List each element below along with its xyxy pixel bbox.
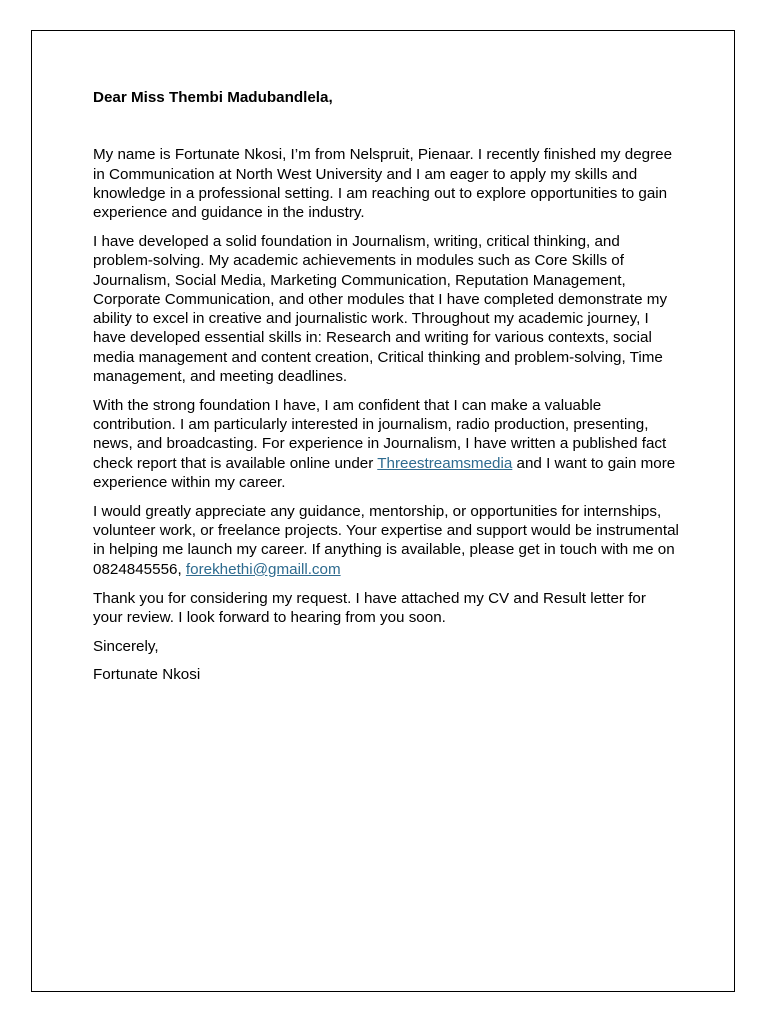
letter-body [93, 88, 679, 694]
signature: Fortunate Nkosi [93, 666, 201, 684]
threestreamsmedia-link[interactable]: Threestreamsmedia [377, 454, 513, 472]
paragraph-experience [93, 396, 679, 492]
paragraph-introduction: My name is Fortunate Nkosi, I’m from Nelspruit, Pienaar. I recently finished my degree in Communication at North West University and I am eager to apply my skills and knowledge in a professional setting. I am reaching out to explore opportunities to gain experience and guidance in the industry. [93, 146, 673, 222]
paragraph-experience-text-end: and I want to gain more experience within my career. [93, 454, 676, 492]
salutation: Dear Miss Thembi Madubandlela, [93, 89, 333, 106]
closing: Sincerely, [93, 637, 159, 655]
email-link[interactable]: forekhethi@gmaill.com [185, 560, 341, 578]
paragraph-experience-text: With the strong foundation I have, I am confident that I can make a valuable contribution. I am particularly interested in journalism, radio production, presenting, news, and broadcasting. For experience in Journalism, I have written a published fact check report that is available online under [93, 396, 667, 472]
document-page [31, 30, 735, 992]
paragraph-request [93, 502, 679, 579]
paragraph-skills: I have developed a solid foundation in Journalism, writing, critical thinking, and problem-solving. My academic achievements in modules such as Core Skills of Journalism, Social Media, Marketing Communication, Reputation Management, Corporate Communication, and other modules that I have completed demonstrate my ability to excel in creative and journalistic work. Throughout my academic journey, I have developed essential skills in: Research and writing for various contexts, social media management and content creation, Critical thinking and problem-solving, Time management, and meeting deadlines. [93, 232, 668, 386]
paragraph-thanks: Thank you for considering my request. I have attached my CV and Result letter for your review. I look forward to hearing from you soon. [93, 589, 646, 626]
paragraph-request-text: I would greatly appreciate any guidance, mentorship, or opportunities for internships, volunteer work, or freelance projects. Your expertise and support would be instrumental in helping me launch my career. If anything is available, please get in touch with me on 0824845556, [93, 502, 679, 578]
